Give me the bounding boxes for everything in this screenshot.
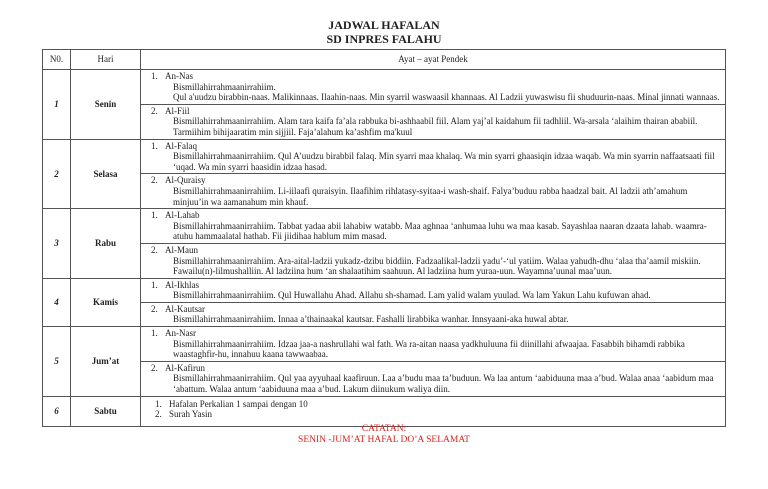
row-number: 2 <box>43 139 71 209</box>
surah-number: 2. <box>151 244 158 255</box>
note-text: SENIN -JUM’AT HAFAL DO’A SELAMAT <box>298 435 470 445</box>
surah-entry <box>141 70 725 104</box>
surah-number: 1. <box>151 328 158 339</box>
surah-number: 1. <box>151 140 158 151</box>
table-header-row <box>43 50 726 70</box>
surah-text: Bismillahirrahmaanirrahiim. Alam tara kaifa fa’ala rabbuka bi-ashhaabil fiil. Alam yaj’al kaidahum fii tadhliil. Wa-arsala ‘alaihim thairan ababiil. Tarmiihim bihijaaratim min sijjiil. Faja’alahum ka’ashfim ma'kuul <box>173 116 698 137</box>
surah-text: Bismillahirrahmaanirrahiim. Tabbat yadaa abii lahabiw watabb. Maa aghnaa ‘anhumaa luhu wa maa kasab. Sayashlaa naaran dzaata lahab. waamra-atuhu hammaalatal hathab. Fii jiidihaa hablum mim masad. <box>173 220 707 242</box>
surah-entry <box>141 361 725 396</box>
row-number: 6 <box>43 396 71 426</box>
row-number: 3 <box>43 209 71 279</box>
surah-text: Bismillahirrahmaanirrahiim. Qul yaa ayyuhaal kaafiruun. Laa a’budu maa ta’buduun. Wa laa antum ‘aabiduuna maa a’bud. Walaa anaa ‘aabidum maa ‘abattum. Walaa antum ‘aabiduuna maa a’bud. Lakum diinukum waliya diin. <box>173 373 714 395</box>
surah-heading <box>151 280 721 291</box>
surah-number: 2. <box>151 303 158 314</box>
surah-name: An-Nasr <box>165 328 196 339</box>
row-day: Rabu <box>71 209 141 279</box>
surah-entry <box>141 279 725 302</box>
row-number: 4 <box>43 278 71 326</box>
row-day: Selasa <box>71 139 141 209</box>
table-row <box>43 327 726 397</box>
page-subtitle: SD INPRES FALAHU <box>326 32 442 46</box>
col-no-header: N0. <box>43 50 71 70</box>
table-row <box>43 278 726 326</box>
surah-entry <box>141 104 725 139</box>
col-day-header: Hari <box>71 50 141 70</box>
row-verses <box>141 278 726 326</box>
table-row-saturday <box>43 396 726 426</box>
page-title: JADWAL HAFALAN <box>328 18 440 32</box>
saturday-items <box>141 397 725 421</box>
surah-entry <box>141 140 725 174</box>
row-verses <box>141 70 726 140</box>
surah-text: Bismillahirrahmaanirrahiim. Qul A’uudzu birabbil falaq. Min syarri maa khalaq. Wa min syarri ghaasiqin idzaa waqab. Wa min syarrin naffaatsaati fiil ‘uqad. Wa min syarri haasidin idzaa hasad. <box>173 151 715 172</box>
surah-text: Bismillahirrahmaanirrahiim. Ara-aital-ladzii yukadz-dzibu biddiin. Fadzaalikal-ladzii yadu’-‘ul yatiim. Walaa yahudh-dhu ‘alaa tha’aamil miskiin. Fawailu(n)-lilmushalliin. Al ladziina hum ‘an shalaatihim saahuun. Al ladziina hum yuraa-uun. Wayamna’uunal maa’uun. <box>173 255 701 277</box>
surah-heading <box>151 141 721 152</box>
surah-entry <box>141 209 725 243</box>
surah-name: Al-Fiil <box>165 105 190 116</box>
list-item: 1. Hafalan Perkalian 1 sampai dengan 10 <box>155 398 308 409</box>
surah-text: Bismillahirrahmaanirrahiim. Qul Huwallahu Ahad. Allahu sh-shamad. Lam yalid walam yuulad. Wa lam Yakun Lahu kufuwan ahad. <box>173 290 651 301</box>
surah-heading <box>151 71 721 82</box>
row-day: Senin <box>71 70 141 140</box>
surah-name: Al-Quraisy <box>165 175 206 186</box>
schedule-table <box>42 49 726 427</box>
surah-entry <box>141 327 725 361</box>
row-number: 1 <box>43 70 71 140</box>
surah-heading <box>151 210 721 221</box>
table-row <box>43 139 726 209</box>
surah-text: Bismillahirrahmaanirrahiim. Li-iilaafi quraisyin. Ilaafihim rihlatasy-syitaa-i wash-shaif. Falya’buduu rabba haadzal bait. Al ladzii ath’amahum minjuu’in wa aamanahum min khauf. <box>173 185 688 207</box>
surah-name: An-Nas <box>165 71 193 81</box>
surah-name: Al-Falaq <box>165 140 197 151</box>
row-day: Kamis <box>71 278 141 326</box>
surah-entry <box>141 302 725 326</box>
surah-heading <box>151 328 721 339</box>
surah-entry <box>141 173 725 208</box>
surah-heading <box>151 175 721 186</box>
row-day: Jum’at <box>71 327 141 397</box>
row-verses <box>141 209 726 279</box>
surah-number: 2. <box>151 362 158 373</box>
surah-text: Bismillahirrahmaanirrahiim. Innaa a’thainaakal kautsar. Fashalli lirabbika wanhar. Innsyaani-aka huwal abtar. <box>173 314 569 325</box>
surah-name: Al-Kautsar <box>165 303 205 314</box>
row-verses <box>141 139 726 209</box>
surah-heading <box>151 304 721 315</box>
surah-text: Bismillahirrahmaanirrahiim. Idzaa jaa-a nashrullahi wal fath. Wa ra-aitan naasa yadkhuluuna fii diinillahi afwaajaa. Fasabbih bihamdi rabbika waastaghfir-hu, innahuu kaana tawwaabaa. <box>173 338 685 360</box>
surah-heading <box>151 245 721 256</box>
surah-entry <box>141 243 725 278</box>
col-verses-header: Ayat – ayat Pendek <box>141 50 726 70</box>
note-label: CATATAN: <box>361 424 407 434</box>
surah-number: 1. <box>151 71 158 81</box>
surah-heading <box>151 363 721 374</box>
surah-number: 1. <box>151 210 158 221</box>
surah-heading <box>151 106 721 117</box>
row-verses <box>141 396 726 426</box>
surah-text: Bismillahirrahmaanirrahiim. Qul a'uudzu birabbin-naas. Malikinnaas. Ilaahin-naas. Min syarril waswaasil khannaas. Al Ladzii yuwaswisu fii shuduurin-naas. Minal jinnati wannaas. <box>173 81 720 103</box>
table-body <box>43 70 726 427</box>
list-item: 2. Surah Yasin <box>155 409 213 420</box>
row-day: Sabtu <box>71 396 141 426</box>
surah-name: Al-Ikhlas <box>165 279 199 290</box>
surah-name: Al-Maun <box>165 244 198 255</box>
surah-number: 1. <box>151 279 158 290</box>
table-row <box>43 209 726 279</box>
surah-number: 2. <box>151 105 158 116</box>
row-verses <box>141 327 726 397</box>
table-row <box>43 70 726 140</box>
surah-name: Al-Kafirun <box>165 362 205 373</box>
row-number: 5 <box>43 327 71 397</box>
surah-name: Al-Lahab <box>165 210 200 221</box>
surah-number: 2. <box>151 175 158 186</box>
